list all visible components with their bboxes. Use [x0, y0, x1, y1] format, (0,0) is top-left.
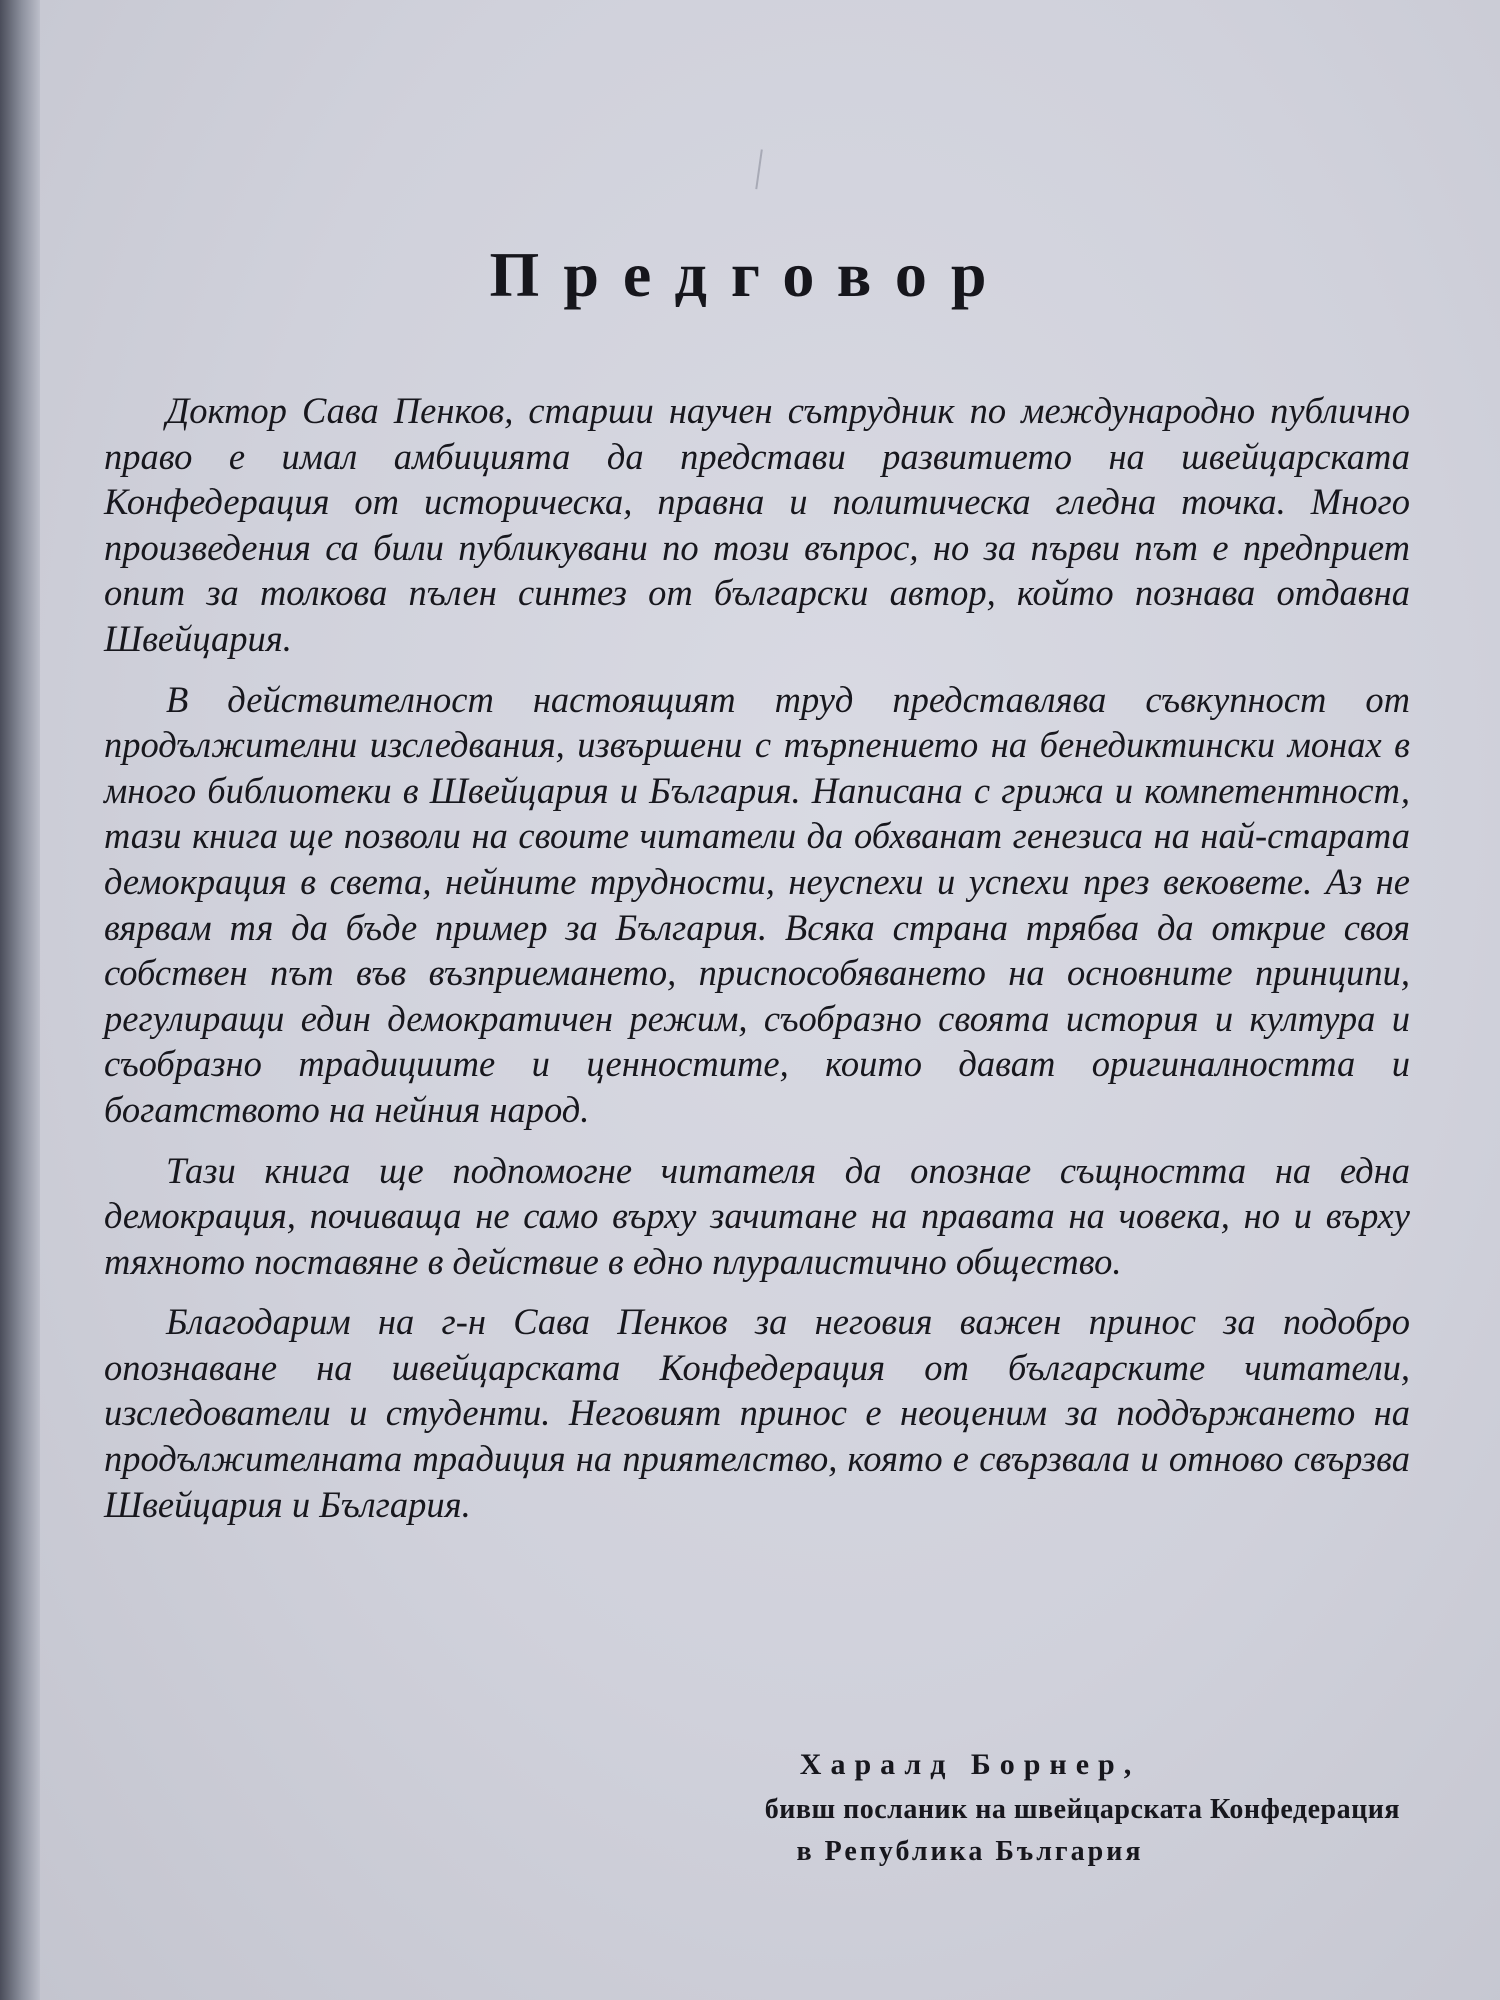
- signature-title: бивш посланик на швейцарската Конфедерация: [764, 1794, 1400, 1825]
- signature-name: Харалд Борнер,: [799, 1748, 1141, 1781]
- paragraph-3: Тази книга ще подпомогне читателя да опознае същността на една демокрация, почиваща не само върху зачитане на правата на човека, но и върху тяхното поставяне в действие в едно плуралистично общество.: [104, 1149, 1410, 1282]
- body-text: [104, 388, 1410, 1542]
- signature-location: в Република България: [796, 1836, 1144, 1867]
- paragraph-2: В действителност настоящият труд представлява съвкупност от продължителни изследвания, извършени с търпението на бенедиктински монах в много библиотеки в Швейцария и България. Написана с грижа и компетентност, тази книга ще позволи на своите читатели да обхванат генезиса на най-старата демокрация в света, нейните трудности, неуспехи и успехи през вековете. Аз не вярвам тя да бъде пример за България. Всяка страна трябва да открие своя собствен път във възприемането, приспособяването на основните принципи, регулиращи един демократичен режим, съобразно своята история и култура и съобразно традициите и ценностите, които дават оригиналността и богатството на нейния народ.: [104, 678, 1410, 1130]
- page-title: Предговор: [489, 239, 1011, 310]
- paragraph-4: Благодарим на г-н Сава Пенков за неговия важен принос за подобро опознаване на швейцарската Конфедерация от българските читатели, изследователи и студенти. Неговият принос е неоценим за поддържането на продължителната традиция на приятелство, която е свързвала и отново свързва Швейцария и България.: [104, 1301, 1410, 1525]
- paragraph-1: Доктор Сава Пенков, старши научен сътрудник по международно публично право е имал амбицията да представи развитието на швейцарската Конфедерация от историческа, правна и политическа гледна точка. Много произведения са били публикувани по този въпрос, но за първи път е предприет опит за толкова пълен синтез от български автор, който познава отдавна Швейцария.: [104, 390, 1410, 659]
